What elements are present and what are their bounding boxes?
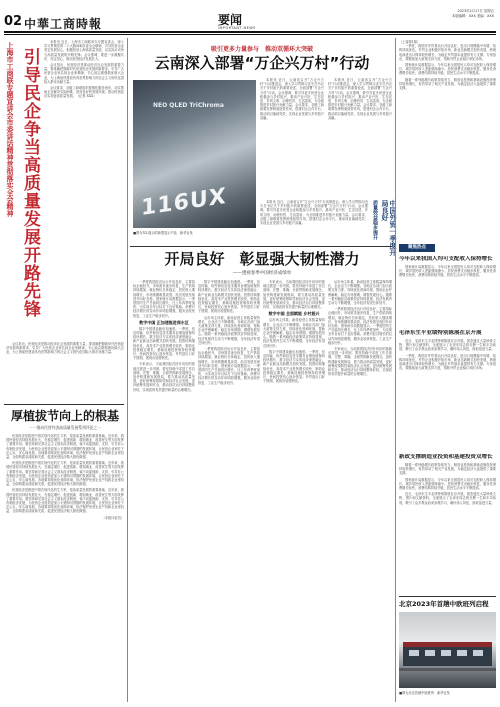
left-article-paragraph: 民营经济是推进中国式现代化的生力军，是高质量发展的重要基础。近年来，我国民营经济持续发展壮大，在稳定增长、促进创新、增加就业、改善民生等方面发挥了重要作用。要坚持和完善社会主义基本经济制度，毫不动摇鼓励、支持、引导非公有制经济发展，为民营企业营造更加公平透明可预期的发展环境，让民营企业家吃下定心丸、安心谋发展。各地要持续优化营商环境，依法保护民营企业产权和企业家权益，全面构建亲清政商关系，促进民营经济做大做优做强。 — [6, 461, 124, 487]
side-paragraph: 本报讯 近日，云南省召开“万企兴万村”行动推进会，深入学习贯彻习近平总书记关于乡村振兴的重要论述，全面部署“万企兴万村”行动。会议强调，要引导更多民营企业积极参与乡村振兴，推动产业兴旺、生态宜居、乡风文明、治理有效、生活富裕，为全面推进乡村振兴贡献力量。会议要求，各级工商联要发挥桥梁纽带作用，搭建村企合作平台，推动项目落地见效，实现企业发展与乡村振兴双赢。 — [260, 200, 368, 226]
side-body — [260, 200, 368, 245]
left-feature-body — [44, 40, 124, 340]
main-story-rule — [130, 246, 392, 247]
page-number: 02 — [4, 14, 23, 29]
main-story-paragraph: 数字中国建设跑出加速度。一季度，信息传输、软件和信息技术服务业增加值保持较快增长，数字经济与实体经济深度融合，新产业新业态新模式加快发展。投资结构继续优化，高技术产业投资增长较快，制造业投资稳定增长，基础设施投资保持较快增长，民间投资信心逐步恢复。外贸进出口好于预期，展现出较强韧性。 — [263, 349, 325, 384]
top-story-headline: 云南深入部署“万企兴万村”行动 — [154, 54, 370, 72]
main-story-paragraph: 从市场主体看，新设经营主体数量保持增长，企业活力不断增强。各地区各部门加大政策支持力度，持续优化营商环境，帮助企业纾困解难，稳定市场预期，增强发展信心。随着一系列稳经济政策效应持续显现，经济发展内生动力不断增强，全年经济有望总体回升。 — [198, 315, 260, 345]
section-label: 聚焦热点 — [408, 245, 426, 250]
right-story — [399, 256, 496, 326]
right-story-title: 今年以来我国人均可支配收入保持增长 — [399, 256, 493, 262]
main-story-paragraph: 从市场主体看，新设经营主体数量保持增长，企业活力不断增强。各地区各部门加大政策支持力度，持续优化营商环境，帮助企业纾困解难，稳定市场预期，增强发展信心。随着一系列稳经济政策效应持续显现，经济发展内生动力不断增强，全年经济有望总体回升。 — [328, 280, 392, 306]
right-bottom-headline: 北京2023年首趟中欧班列启程 — [399, 600, 489, 608]
right-story-title: 毛泽东生平业绩特别陈展在京开展 — [399, 330, 482, 336]
right-bottom-caption: ■图为北京首趟中欧班列 新华社发 — [399, 691, 450, 695]
main-story-paragraph: 专家表示，当前我国经济回升向好的基础还需进一步巩固，要坚持稳中求进工作总基调，完整、准确、全面贯彻新发展理念，加快构建新发展格局，着力推动高质量发展，更好统筹疫情防控和经济社会发展，更好统筹发展和安全，推动经济运行持续整体好转，实现质的有效提升和量的合理增长。 — [133, 362, 195, 392]
left-article-headline: 厚植拔节向上的根基 — [10, 409, 119, 423]
screen-model-text: 116UX — [141, 183, 227, 222]
left-article-paragraph: 民营经济是推进中国式现代化的生力军，是高质量发展的重要基础。近年来，我国民营经济持续发展壮大，在稳定增长、促进创新、增加就业、改善民生等方面发挥了重要作用。要坚持和完善社会主义基本经济制度，毫不动摇鼓励、支持、引导非公有制经济发展，为民营企业营造更加公平透明可预期的发展环境，让民营企业家吃下定心丸、安心谋发展。各地要持续优化营商环境，依法保护民营企业产权和企业家权益，全面构建亲清政商关系，促进民营经济做大做优做强。 — [6, 488, 124, 514]
top-story-body — [260, 78, 392, 200]
main-story-column — [328, 280, 392, 702]
right-bottom-rule — [399, 596, 496, 597]
side-vertical-subtitle: 质量效益稳步提升 — [372, 200, 378, 240]
main-story-paragraph: 专家表示，当前我国经济回升向好的基础还需进一步巩固，要坚持稳中求进工作总基调，完整、准确、全面贯彻新发展理念，加快构建新发展格局，着力推动高质量发展，更好统筹疫情防控和经济社会发展，更好统筹发展和安全，推动经济运行持续整体好转，实现质的有效提升和量的合理增长。 — [263, 280, 325, 310]
main-story-column — [263, 280, 325, 702]
top-story-paragraph: 本报讯 近日，云南省召开“万企兴万村”行动推进会，深入学习贯彻习近平总书记关于乡村振兴的重要论述，全面部署“万企兴万村”行动。会议强调，要引导更多民营企业积极参与乡村振兴，推动产业兴旺、生态宜居、乡风文明、治理有效、生活富裕，为全面推进乡村振兴贡献力量。会议要求，各级工商联要发挥桥梁纽带作用，搭建村企合作平台，推动项目落地见效，实现企业发展与乡村振兴双赢。 — [260, 78, 324, 120]
right-intro-paragraph: 一季度，我国对外贸易运行开局良好，进出口规模稳中有增，结构持续优化。外贸企业积极开拓市场，新业态新模式加快发展，跨境电商进出口保持较快增长，为稳定外贸基本盘提供有力支撑。专家指出，要继续加大政策支持力度，帮助外贸企业稳订单拓市场。 — [399, 44, 496, 61]
masthead-rule — [4, 31, 496, 33]
photo-caption: ■图为TCL展示的新型显示产品 新华社发 — [133, 231, 193, 235]
column-divider — [127, 38, 128, 702]
left-article-sign: （本报评论员） — [101, 515, 124, 520]
right-story-body: 随着一系列稳增长政策持续发力，制造业投资和基础设施投资保持较快增长，有效带动了相关产业发展，为稳定经济大盘提供了重要支撑。 — [399, 463, 496, 476]
train-photo — [399, 612, 496, 688]
right-story — [399, 454, 496, 592]
section-label-badge — [399, 244, 435, 252]
meta-date: 2023年2月17日 星期五 — [457, 9, 494, 13]
right-story-body: 国家统计局数据显示，今年以来全国居民人均可支配收入保持增长，城乡居民收入差距继续缩小。居民消费支出稳步恢复，服务性消费增长较快，消费结构持续升级，居民生活水平不断提高。 — [399, 477, 496, 491]
left-article-paragraph: 民营经济是推进中国式现代化的生力军，是高质量发展的重要基础。近年来，我国民营经济持续发展壮大，在稳定增长、促进创新、增加就业、改善民生等方面发挥了重要作用。要坚持和完善社会主义基本经济制度，毫不动摇鼓励、支持、引导非公有制经济发展，为民营企业营造更加公平透明可预期的发展环境，让民营企业家吃下定心丸、安心谋发展。各地要持续优化营商环境，依法保护民营企业产权和企业家权益，全面构建亲清政商关系，促进民营经济做大做优做强。 — [6, 434, 124, 460]
right-column-top — [399, 40, 496, 240]
train-shape — [399, 612, 496, 688]
section-title: 要闻 — [218, 13, 243, 27]
main-story-subhead: 数字中国 全面赋能 乡村振兴 — [268, 311, 320, 317]
side-vertical-title: 中国外贸一季度开局良好 — [381, 200, 397, 256]
left-article-body — [6, 434, 124, 702]
left-feature-title: 引导民企争当高质量发展开路先锋 — [20, 48, 40, 318]
main-story-paragraph: 数字中国建设跑出加速度。一季度，信息传输、软件和信息技术服务业增加值保持较快增长，数字经济与实体经济深度融合，新产业新业态新模式加快发展。投资结构继续优化，高技术产业投资增长较快，制造业投资稳定增长，基础设施投资保持较快增长，民间投资信心逐步恢复。外贸进出口好于预期，展现出较强韧性。 — [198, 280, 260, 314]
left-feature-paragraph: 会议指出，民营经济是推动经济社会发展的重要力量，要准确把握新时代民营经济发展的新要求，引导广大民营企业家弘扬企业家精神，专心致志做强做优做大企业，为上海加快建设具有世界影响力的社会主义现代化国际大都市贡献力量。 — [6, 342, 124, 355]
left-feature-subtitle: 上海市工商联专题宣讲会市委讲话精神贯彻落实全会精神 — [6, 42, 14, 217]
top-story-paragraph: 本报讯 近日，云南省召开“万企兴万村”行动推进会，深入学习贯彻习近平总书记关于乡村振兴的重要论述，全面部署“万企兴万村”行动。会议强调，要引导更多民营企业积极参与乡村振兴，推动产业兴旺、生态宜居、乡风文明、治理有效、生活富裕，为全面推进乡村振兴贡献力量。会议要求，各级工商联要发挥桥梁纽带作用，搭建村企合作平台，推动项目落地见效，实现企业发展与乡村振兴双赢。 — [328, 78, 392, 120]
main-story-subhead: 数字中国 正加速挺进深水区 — [139, 319, 189, 325]
right-story-title: 新政支撑制造业投资和基建投资双增长 — [399, 454, 493, 460]
left-feature-paragraph: 本报讯 近日，上海市工商联举办专题宣讲会，深入学习贯彻党的二十大精神和市委全会精神，引导民营企业坚定发展信心，积极投身上海高质量发展，以实际行动争当高质量发展的开路先锋。会议强调，要进一步凝聚共识、坚定信心，推动民营经济发展壮大。 — [44, 40, 124, 61]
main-story-paragraph: 一季度我国经济运行开局良好，主要指标企稳回升，市场需求逐步恢复，生产供给持续增加，就业物价总体稳定，居民收入继续增长，市场预期明显改善，经济发展呈现回升向好态势。国家统计局数据显示，一季度国内生产总值同比增长，比上年四季度加快，为实现全年目标打下良好基础。消费对经济增长的拉动作用明显增强，服务业较快恢复，工业生产稳步回升。 — [198, 347, 260, 385]
left-feature-body-lower — [6, 342, 124, 402]
main-story-paragraph: 从市场主体看，新设经营主体数量保持增长，企业活力不断增强。各地区各部门加大政策支持力度，持续优化营商环境，帮助企业纾困解难，稳定市场预期，增强发展信心。随着一系列稳经济政策效应持续显现，经济发展内生动力不断增强，全年经济有望总体回升。 — [263, 318, 325, 348]
screen-brand-text: NEO QLED TriChroma — [153, 102, 224, 109]
left-article-divider — [4, 404, 124, 405]
top-story-kicker: 吸引更多力量参与 推动双循环大突破 — [210, 46, 313, 53]
main-story-paragraph: 专家表示，当前我国经济回升向好的基础还需进一步巩固，要坚持稳中求进工作总基调，完整、准确、全面贯彻新发展理念，加快构建新发展格局，着力推动高质量发展，更好统筹疫情防控和经济社会发展，更好统筹发展和安全，推动经济运行持续整体好转，实现质的有效提升和量的合理增长。 — [328, 347, 392, 377]
right-intro-paragraph: 随着一系列稳增长政策持续发力，制造业投资和基础设施投资保持较快增长，有效带动了相关产业发展，为稳定经济大盘提供了重要支撑。 — [399, 77, 496, 91]
page-meta — [452, 9, 494, 19]
right-story-body: 国家统计局数据显示，今年以来全国居民人均可支配收入保持增长，城乡居民收入差距继续缩小。居民消费支出稳步恢复，服务性消费增长较快，消费结构持续升级，居民生活水平不断提高。 — [399, 265, 496, 278]
section-title-en: IMPORTANT NEWS — [218, 26, 256, 30]
right-story-body: 近日，毛泽东生平业绩特别陈展在京开展。展览通过大量珍贵文物、图片和文献资料，全面展示了毛泽东同志的光辉一生和丰功伟绩，吸引了众多观众前来参观学习，缅怀伟人风范，汲取奋进力量。 — [399, 339, 496, 352]
left-feature-paragraph: 会议指出，民营经济是推动经济社会发展的重要力量，要准确把握新时代民营经济发展的新要求，引导广大民营企业家弘扬企业家精神，专心致志做强做优做大企业，为上海加快建设具有世界影响力的社会主义现代化国际大都市贡献力量。 — [44, 63, 124, 84]
right-intro-paragraph: 国家统计局数据显示，今年以来全国居民人均可支配收入保持增长，城乡居民收入差距继续缩小。居民消费支出稳步恢复，服务性消费增长较快，消费结构持续升级，居民生活水平不断提高。 — [399, 63, 496, 76]
right-story-body: 一季度，我国对外贸易运行开局良好，进出口规模稳中有增，结构持续优化。外贸企业积极开拓市场，新业态新模式加快发展，跨境电商进出口保持较快增长，为稳定外贸基本盘提供有力支撑。专家指出，要继续加大政策支持力度，帮助外贸企业稳订单拓市场。 — [399, 353, 496, 371]
main-story-headline: 开局良好 彰显强大韧性潜力 — [164, 250, 360, 268]
right-story-body: 近日，毛泽东生平业绩特别陈展在京开展。展览通过大量珍贵文物、图片和文献资料，全面展示了毛泽东同志的光辉一生和丰功伟绩，吸引了众多观众前来参观学习，缅怀伟人风范，汲取奋进力量。 — [399, 492, 496, 505]
masthead-rule-thin — [4, 34, 496, 35]
main-story-paragraph: 一季度我国经济运行开局良好，主要指标企稳回升，市场需求逐步恢复，生产供给持续增加，就业物价总体稳定，居民收入继续增长，市场预期明显改善，经济发展呈现回升向好态势。国家统计局数据显示，一季度国内生产总值同比增长，比上年四季度加快，为实现全年目标打下良好基础。消费对经济增长的拉动作用明显增强，服务业较快恢复，工业生产稳步回升。 — [133, 280, 195, 318]
left-feature-paragraph: 会议要求，各级工商联组织要强化服务意识，切实帮助企业解决实际困难，营造良好的发展环境，推动民营经济实现更高质量发展。（记者 XXX） — [44, 86, 124, 99]
main-story-paragraph: 数字中国建设跑出加速度。一季度，信息传输、软件和信息技术服务业增加值保持较快增长，数字经济与实体经济深度融合，新产业新业态新模式加快发展。投资结构继续优化，高技术产业投资增长较快，制造业投资稳定增长，基础设施投资保持较快增长，民间投资信心逐步恢复。外贸进出口好于预期，展现出较强韧性。 — [133, 326, 195, 361]
right-story — [399, 330, 496, 450]
meta-editors: 本版编辑：XXX 美编：XXX — [451, 14, 494, 18]
main-story-subheadline: ——透视春季中国经济成绩单 — [232, 271, 292, 276]
main-story-column — [198, 280, 260, 702]
main-story-column — [133, 280, 195, 702]
main-story-paragraph: 一季度我国经济运行开局良好，主要指标企稳回升，市场需求逐步恢复，生产供给持续增加，就业物价总体稳定，居民收入继续增长，市场预期明显改善，经济发展呈现回升向好态势。国家统计局数据显示，一季度国内生产总值同比增长，比上年四季度加快，为实现全年目标打下良好基础。消费对经济增长的拉动作用明显增强，服务业较快恢复，工业生产稳步回升。 — [328, 307, 392, 345]
news-photo-display — [133, 80, 256, 228]
column-divider — [395, 38, 396, 702]
left-article-subheadline: 一一推动民营经济高质量发展系列评论之一 — [28, 425, 102, 430]
right-intro-heading: （上接第1版） — [399, 40, 421, 44]
paper-name: 中華工商時報 — [24, 17, 103, 31]
